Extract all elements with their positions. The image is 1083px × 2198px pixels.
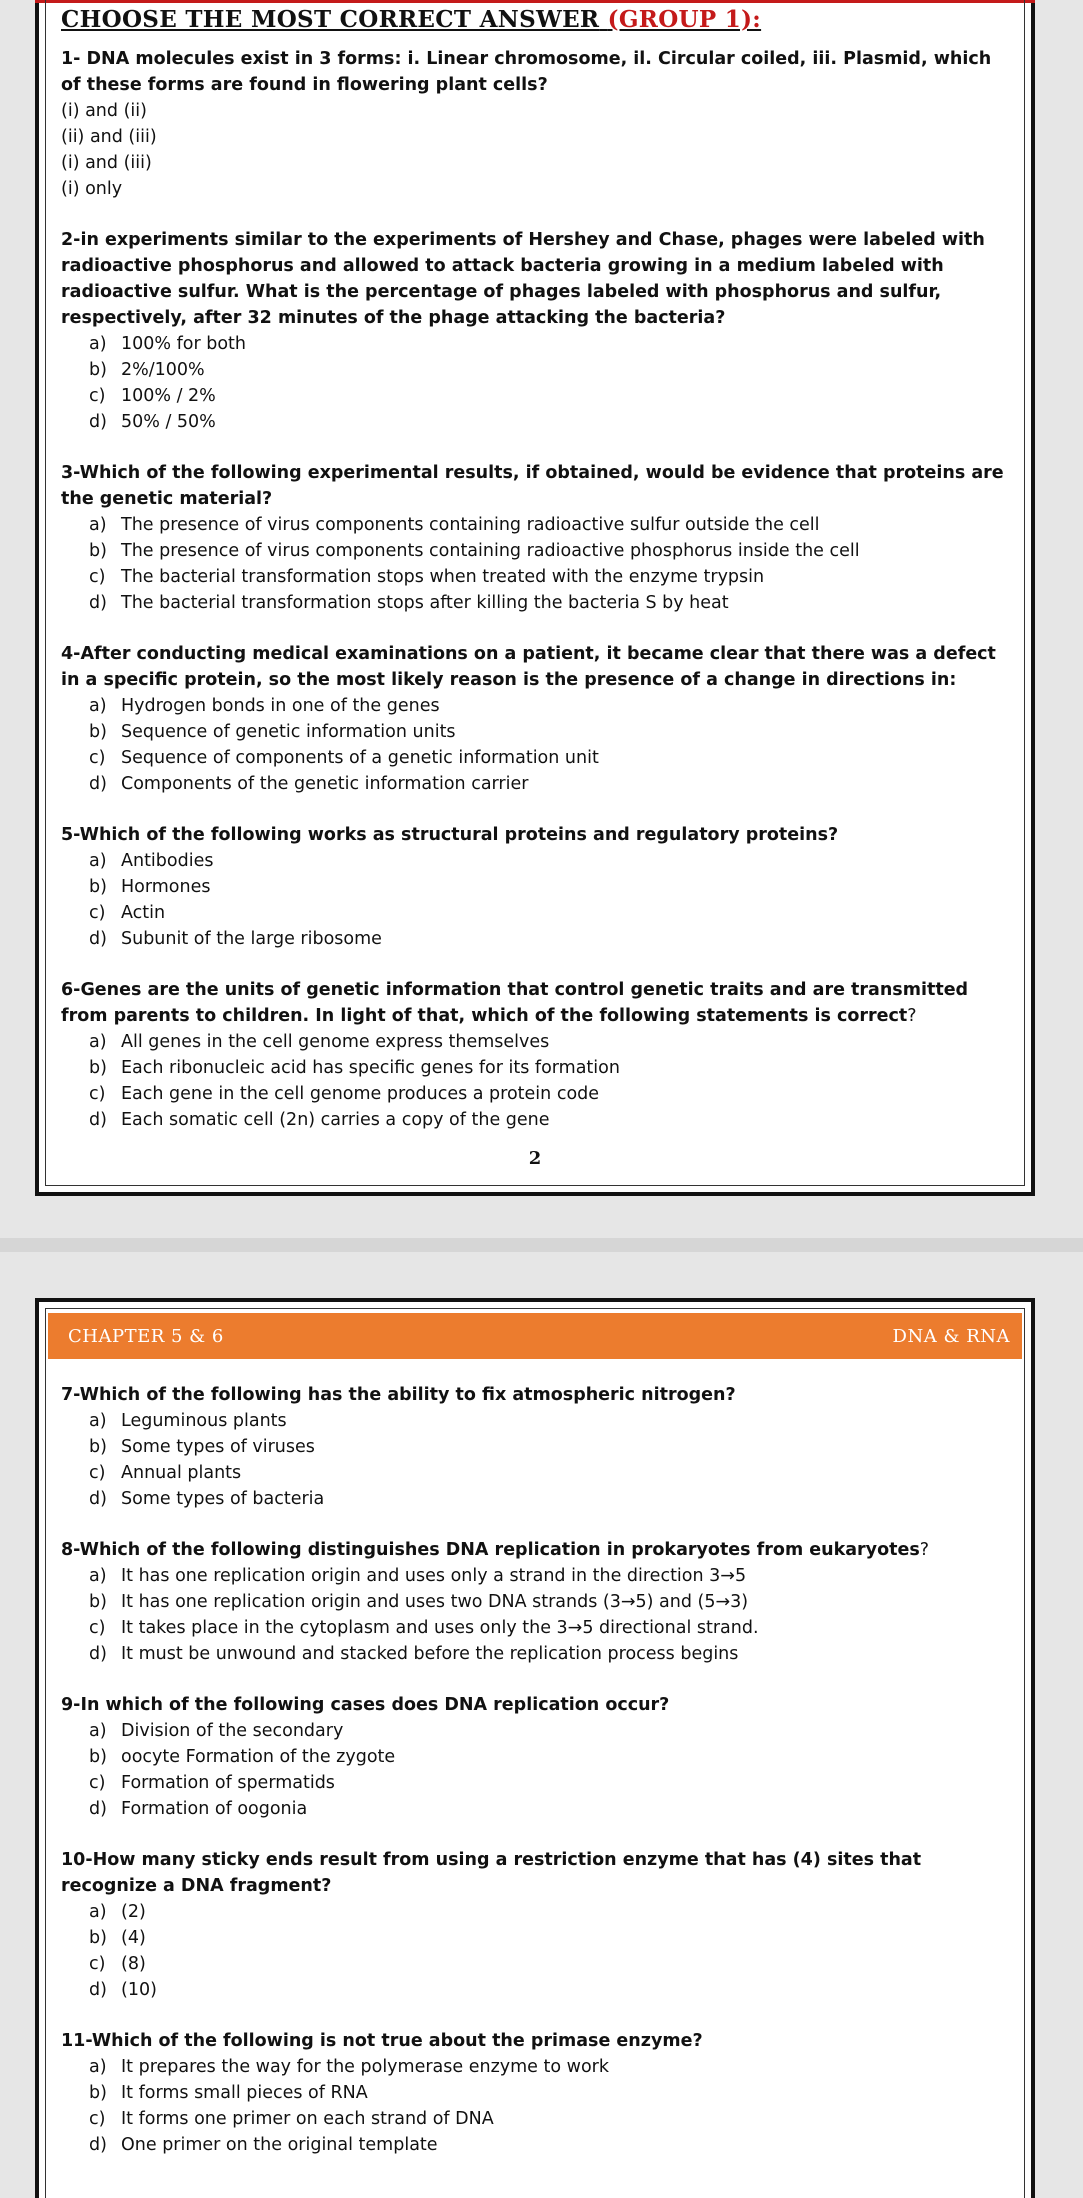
option-text: Formation of spermatids [121,1773,335,1793]
option-letter: b) [89,1747,107,1767]
chapter-label: CHAPTER 5 & 6 [68,1325,224,1347]
option[interactable] [89,874,1012,900]
option[interactable] [89,383,1012,409]
option-letter: d) [89,773,107,794]
option-letter: b) [89,1592,107,1612]
option-text: It prepares the way for the polymerase enzyme to work [121,2057,609,2077]
option-text: It takes place in the cytoplasm and uses only the 3→5 directional strand. [121,1618,759,1638]
option-letter: d) [89,928,107,949]
option[interactable] [89,1718,1012,1744]
option[interactable] [89,1055,1012,1081]
option-text: Each gene in the cell genome produces a protein code [121,1083,600,1104]
question-10 [61,1847,1012,2003]
option-text: Division of the secondary [121,1721,344,1741]
question-9-text: 9-In which of the following cases does DNA replication occur? [61,1695,670,1715]
option-letter: b) [89,721,107,742]
question-3-text: 3-Which of the following experimental results, if obtained, would be evidence that proteins are the genetic material? [61,462,1004,509]
question-1-text: 1- DNA molecules exist in 3 forms: i. Linear chromosome, il. Circular coiled, iii. Plasmid, which of these forms are found in flowering plant cells? [61,48,992,95]
option[interactable] [89,1460,1012,1486]
question-2-text: 2-in experiments similar to the experiments of Hershey and Chase, phages were labeled with radioactive phosphorus and allowed to attack bacteria growing in a medium labeled with radioactive sulfur. What is the percentage of phages labeled with phosphorus and sulfur, respectively, after 32 minutes of the phage attacking the bacteria? [61,229,985,328]
option-text: Sequence of components of a genetic information unit [121,747,599,768]
option-letter: a) [89,514,107,535]
question-5-options [61,848,1012,952]
option-text: Some types of viruses [121,1437,315,1457]
option[interactable] [89,1744,1012,1770]
option[interactable] [89,848,1012,874]
question-1 [61,46,1012,202]
option-text: Antibodies [121,850,214,871]
option-letter: d) [89,411,107,432]
option-text: (10) [121,1980,157,2000]
option[interactable] [89,538,1012,564]
question-8-body: 8-Which of the following distinguishes DNA replication in prokaryotes from eukaryotes [61,1540,920,1560]
question-8-options [61,1563,1012,1667]
option-text: The presence of virus components containing radioactive sulfur outside the cell [121,514,820,535]
option-text: Each somatic cell (2n) carries a copy of the gene [121,1109,550,1130]
option-text: It must be unwound and stacked before the replication process begins [121,1644,739,1664]
option-text: Leguminous plants [121,1411,287,1431]
option-letter: d) [89,2135,107,2155]
option[interactable] [89,693,1012,719]
chapter-header [48,1313,1022,1359]
option-text: It has one replication origin and uses only a strand in the direction 3→5 [121,1566,747,1586]
page2-content [61,1382,1012,2183]
option[interactable] [89,512,1012,538]
option[interactable] [89,771,1012,797]
option-text: (4) [121,1928,146,1948]
option-text: It forms one primer on each strand of DNA [121,2109,494,2129]
question-8-text [61,1537,1012,1563]
option[interactable] [89,1589,1012,1615]
option[interactable] [89,900,1012,926]
option-text: It forms small pieces of RNA [121,2083,368,2103]
chapter-topic: DNA & RNA [892,1325,1010,1347]
option-letter: a) [89,1566,107,1586]
option-letter: d) [89,1109,107,1130]
option[interactable] [89,1951,1012,1977]
option[interactable] [89,331,1012,357]
option[interactable] [89,1925,1012,1951]
option-letter: c) [89,1083,106,1104]
option[interactable] [89,2106,1012,2132]
option-text: (2) [121,1902,146,1922]
option-letter: a) [89,2057,107,2077]
option[interactable] [89,1615,1012,1641]
option[interactable] [89,1796,1012,1822]
option[interactable] [89,2080,1012,2106]
question-6 [61,977,1012,1133]
question-6-body: 6-Genes are the units of genetic information that control genetic traits and are transmitted from parents to children. In light of that, which of the following statements is correct [61,979,969,1026]
option[interactable]: (i) and (ii) [61,100,147,121]
option-text: Hydrogen bonds in one of the genes [121,695,440,716]
question-7 [61,1382,1012,1512]
option-text: Components of the genetic information carrier [121,773,529,794]
option[interactable] [89,564,1012,590]
option-text: Actin [121,902,166,923]
question-9-options [61,1718,1012,1822]
option-text: Subunit of the large ribosome [121,928,382,949]
option-letter: a) [89,1721,107,1741]
option-letter: d) [89,1644,107,1664]
question-3-options [61,512,1012,616]
option-letter: b) [89,1928,107,1948]
question-3 [61,460,1012,616]
option-text: Hormones [121,876,211,897]
option[interactable] [89,1770,1012,1796]
option-text: 2%/100% [121,359,205,380]
option-letter: c) [89,2109,106,2129]
option-letter: b) [89,1057,107,1078]
option-letter: b) [89,1437,107,1457]
option[interactable] [89,745,1012,771]
option-letter: b) [89,876,107,897]
group-title-text: CHOOSE THE MOST CORRECT ANSWER [61,6,600,33]
group-title-label: (GROUP 1): [607,6,762,33]
question-4 [61,641,1012,797]
option-letter: a) [89,1411,107,1431]
question-6-text [61,977,1012,1029]
question-10-text: 10-How many sticky ends result from using a restriction enzyme that has (4) sites that recognize a DNA fragment? [61,1850,922,1896]
option-text: oocyte Formation of the zygote [121,1747,396,1767]
option-letter: a) [89,1902,107,1922]
option-text: One primer on the original template [121,2135,438,2155]
question-5-text: 5-Which of the following works as structural proteins and regulatory proteins? [61,824,839,845]
option-text: Each ribonucleic acid has specific genes for its formation [121,1057,620,1078]
group-title [61,6,1012,34]
question-11 [61,2028,1012,2158]
option[interactable]: (i) and (iii) [61,152,152,173]
question-4-text: 4-After conducting medical examinations on a patient, it became clear that there was a defect in a specific protein, so the most likely reason is the presence of a change in directions in: [61,643,996,690]
option[interactable] [89,1486,1012,1512]
option-text: It has one replication origin and uses two DNA strands (3→5) and (5→3) [121,1592,749,1612]
option-letter: b) [89,540,107,561]
option-text: Formation of oogonia [121,1799,308,1819]
option[interactable] [89,1563,1012,1589]
question-11-text: 11-Which of the following is not true about the primase enzyme? [61,2031,703,2051]
option-letter: b) [89,359,107,380]
option-text: Annual plants [121,1463,242,1483]
page-border-1 [45,0,1025,1186]
question-6-options [61,1029,1012,1133]
option-text: The presence of virus components containing radioactive phosphorus inside the cell [121,540,860,561]
question-2-options [61,331,1012,435]
option[interactable] [89,1107,1012,1133]
option-text: 100% for both [121,333,246,354]
option-letter: a) [89,1031,107,1052]
question-5 [61,822,1012,952]
option[interactable] [89,357,1012,383]
question-9 [61,1692,1012,1822]
question-8 [61,1537,1012,1667]
question-4-options [61,693,1012,797]
option-letter: c) [89,1954,106,1974]
option[interactable] [89,719,1012,745]
option[interactable] [89,1434,1012,1460]
option-letter: a) [89,850,107,871]
option-text: All genes in the cell genome express themselves [121,1031,550,1052]
option-letter: d) [89,1489,107,1509]
option[interactable] [89,2054,1012,2080]
page-number: 2 [528,1148,542,1169]
option[interactable] [89,1081,1012,1107]
option-text: The bacterial transformation stops after killing the bacteria S by heat [121,592,729,613]
option-letter: c) [89,1618,106,1638]
page-separator [0,1238,1083,1252]
option-letter: c) [89,1463,106,1483]
question-2 [61,227,1012,435]
option-letter: d) [89,1980,107,2000]
worksheet-page-1 [35,0,1035,1196]
option-letter: c) [89,747,106,768]
option-text: (8) [121,1954,146,1974]
option-letter: a) [89,333,107,354]
question-10-options [61,1899,1012,2003]
option-letter: b) [89,2083,107,2103]
option[interactable] [89,1641,1012,1667]
page-border-2 [45,1308,1025,2198]
option[interactable] [89,590,1012,616]
question-8-mark: ? [919,1540,930,1560]
option-text: 50% / 50% [121,411,216,432]
option[interactable] [89,409,1012,435]
worksheet-page-2 [35,1298,1035,2198]
option-letter: d) [89,1799,107,1819]
option[interactable]: (i) only [61,178,123,199]
option[interactable] [89,926,1012,952]
option-letter: d) [89,592,107,613]
question-7-text: 7-Which of the following has the ability to fix atmospheric nitrogen? [61,1385,736,1405]
option[interactable] [89,2132,1012,2158]
option[interactable]: (ii) and (iii) [61,126,157,147]
question-11-options [61,2054,1012,2158]
option[interactable] [89,1029,1012,1055]
question-1-options [61,98,1012,202]
option-text: Sequence of genetic information units [121,721,456,742]
option[interactable] [89,1899,1012,1925]
option-letter: c) [89,566,106,587]
option-text: 100% / 2% [121,385,216,406]
option-text: Some types of bacteria [121,1489,325,1509]
question-6-mark: ? [907,1005,917,1026]
question-7-options [61,1408,1012,1512]
option[interactable] [89,1977,1012,2003]
option-letter: c) [89,1773,106,1793]
page1-content [61,6,1012,1158]
option-letter: c) [89,385,106,406]
option[interactable] [89,1408,1012,1434]
option-letter: a) [89,695,107,716]
option-letter: c) [89,902,106,923]
option-text: The bacterial transformation stops when treated with the enzyme trypsin [121,566,765,587]
